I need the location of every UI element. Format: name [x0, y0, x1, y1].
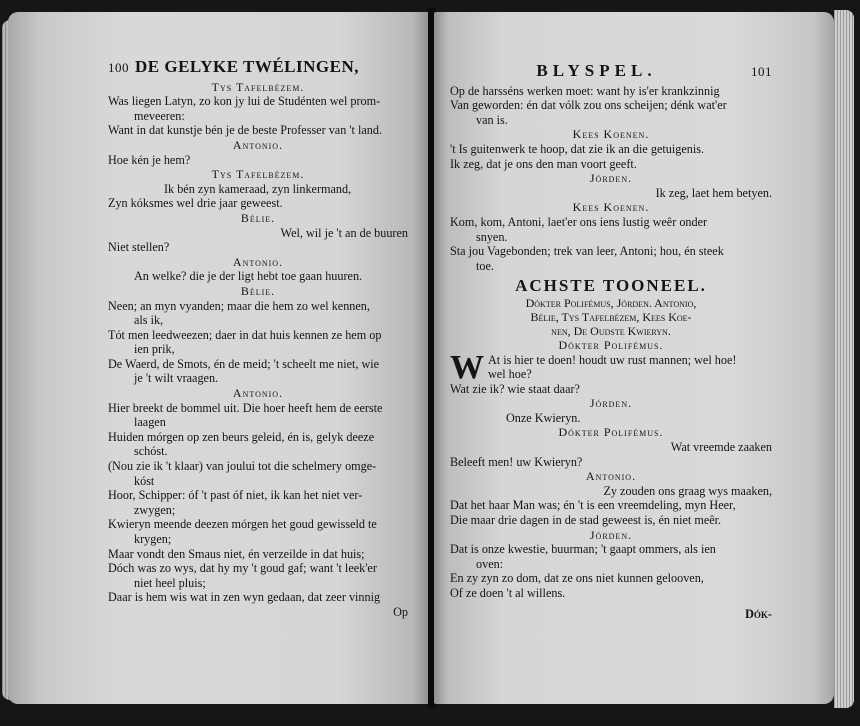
- speaker-name: Dókter Polifémus.: [558, 425, 664, 440]
- text-line: Ik bén zyn kameraad, zyn linkermand,: [164, 181, 352, 196]
- left-page-number: 100: [108, 60, 129, 75]
- text-line: van is.: [476, 112, 508, 127]
- text-line: Beleeft men! uw Kwieryn?: [450, 454, 583, 469]
- text-line: Sta jou Vagebonden; trek van leer, Antoni; hou, én steek: [450, 244, 724, 259]
- left-page-content: [108, 57, 408, 620]
- text-line: Daar is hem wis wat in zen wyn gedaan, dat zeer vinnig: [108, 590, 381, 605]
- left-running-head: [108, 57, 408, 76]
- cast-line: nen, De Oudste Kwieryn.: [551, 323, 671, 338]
- text-line: krygen;: [134, 532, 172, 546]
- speaker-name: Jórden.: [589, 527, 633, 542]
- text-line-body: At is hier te doen! houdt uw rust mannen; wel hoe!: [488, 352, 737, 367]
- text-line: Neen; an myn vyanden; maar die hem zo wel kennen,: [108, 298, 370, 313]
- speaker-name: Antonio.: [585, 469, 637, 484]
- text-line: Op de harsséns werken moet: want hy is'er krankzinnig: [450, 83, 720, 98]
- left-running-title: DE GELYKE TWÉLINGEN,: [135, 57, 359, 76]
- text-line: Niet stellen?: [108, 240, 170, 255]
- right-page-edges: [834, 10, 854, 708]
- text-line: toe.: [476, 258, 494, 273]
- right-text-block-top: [450, 84, 772, 274]
- text-line: je 't wilt vraagen.: [134, 371, 219, 386]
- text-line: Zyn kóksmes wel drie jaar geweest.: [108, 196, 283, 211]
- text-line: Hoe kén je hem?: [108, 152, 191, 167]
- speaker-name: Kees Koenen.: [572, 127, 650, 142]
- text-line: En zy zyn zo dom, dat ze ons niet kunnen gelooven,: [450, 571, 704, 586]
- speaker-name: Kees Koenen.: [572, 200, 650, 215]
- drop-cap: W: [450, 348, 484, 386]
- text-line: Op: [393, 604, 408, 619]
- right-running-head: [450, 61, 772, 80]
- act-title: ACHSTE TOONEEL.: [515, 276, 707, 296]
- text-line: (Nou zie ik 't klaar) van joului tot die schelmery omge-: [108, 459, 377, 474]
- text-line: Want in dat kunstje bén je de beste Professer van 't land.: [108, 123, 383, 138]
- left-text-block: [108, 80, 408, 620]
- right-page: [434, 12, 834, 704]
- cast-line: Dókter Poliféмus, Jórden. Antonio,: [525, 295, 697, 310]
- text-line: Dóch was zo wys, dat hy my 't goud gaf; want 't leek'er: [108, 561, 377, 576]
- text-line: Kwieryn meende deezen mórgen het goud gewisseld te: [108, 517, 377, 532]
- text-line: ien prik,: [134, 342, 175, 357]
- speaker-name: Antonio.: [232, 254, 284, 269]
- speaker-name: Tys Tafelbézem.: [211, 79, 305, 94]
- right-page-number: 101: [751, 64, 772, 79]
- text-line: An welke? die je der ligt hebt toe gaan huuren.: [134, 269, 363, 284]
- text-line: niet heel pluis;: [134, 575, 206, 590]
- text-line: Onze Kwieryn.: [506, 410, 581, 425]
- text-line: Wel, wil je 't an de buuren: [280, 225, 408, 240]
- text-line: wel hoe?: [488, 367, 532, 382]
- text-line: Dat is onze kwestie, buurman; 't gaapt ommers, als ien: [450, 542, 716, 557]
- text-line: Was liegen Latyn, zo kon jy lui de Studénten wel prom-: [108, 94, 381, 109]
- text-line: Dat het haar Man was; én 't is een vreemdeling, myn Heer,: [450, 498, 736, 513]
- text-line: Kom, kom, Antoni, laet'er ons iens lustig weêr onder: [450, 214, 708, 229]
- text-line: kóst: [134, 473, 155, 488]
- speaker-name: Jórden.: [589, 396, 633, 411]
- speaker-name: Bélie.: [240, 210, 276, 225]
- right-text-block-bottom: [450, 338, 772, 601]
- right-page-content: [450, 61, 772, 621]
- text-line: zwygen;: [134, 502, 176, 517]
- text-line: als ik,: [134, 313, 164, 328]
- speaker-name: Bélie.: [240, 283, 276, 298]
- text-line: snyen.: [476, 229, 508, 244]
- text-line: Wat zie ik? wie staat daar?: [450, 381, 580, 396]
- speaker-name: Dókter Polifémus.: [558, 337, 664, 352]
- speaker-name: Tys Tafelbézem.: [211, 167, 305, 182]
- text-line: Ik zeg, dat je ons den man voort geeft.: [450, 156, 637, 171]
- text-line: Tót men leedweezen; daer in dat huis kennen ze hem op: [108, 327, 382, 342]
- left-page: [8, 12, 430, 704]
- text-line: Wat vreemde zaaken: [670, 440, 772, 455]
- text-line: Of ze doen 't al willens.: [450, 586, 566, 600]
- text-line: Van geworden: én dat vólk zou ons scheijen; dénk wat'er: [450, 98, 727, 113]
- text-line: Zy zouden ons graag wys maaken,: [603, 483, 772, 498]
- text-line: 't Is guitenwerk te hoop, dat zie ik an die getuigenis.: [450, 141, 705, 156]
- text-line: meveeren:: [134, 108, 185, 123]
- text-line: Die maar drie dagen in de stad geweest is, én niet meêr.: [450, 513, 722, 528]
- text-line: Hoor, Schipper: óf 't past óf niet, ik kan het niet ver-: [108, 488, 363, 503]
- text-line: Hier breekt de bommel uit. Die hoer heeft hem de eerste: [108, 400, 383, 415]
- cast-line: Bélie, Tys Tafelbézem, Kees Koe-: [530, 309, 692, 324]
- text-line: Huiden mórgen op zen beurs geleid, én is, gelyk deeze: [108, 429, 375, 444]
- right-running-title: BLYSPEL.: [536, 61, 657, 80]
- text-line: Maar vondt den Smaus niet, én verzeilde in dat huis;: [108, 546, 365, 561]
- text-line: laagen: [134, 415, 166, 430]
- cast-list: [450, 296, 772, 338]
- text-line: schóst.: [134, 444, 168, 459]
- text-line: [450, 348, 772, 386]
- speaker-name: Jórden.: [589, 171, 633, 186]
- speaker-name: Antonio.: [232, 137, 284, 152]
- text-line: Ik zeg, laet hem betyen.: [655, 185, 772, 200]
- speaker-name: Antonio.: [232, 386, 284, 401]
- text-line: De Waerd, de Smots, én de meid; 't scheelt me niet, wie: [108, 356, 380, 371]
- text-line: oven:: [476, 556, 504, 571]
- catchword: Dók-: [745, 606, 772, 621]
